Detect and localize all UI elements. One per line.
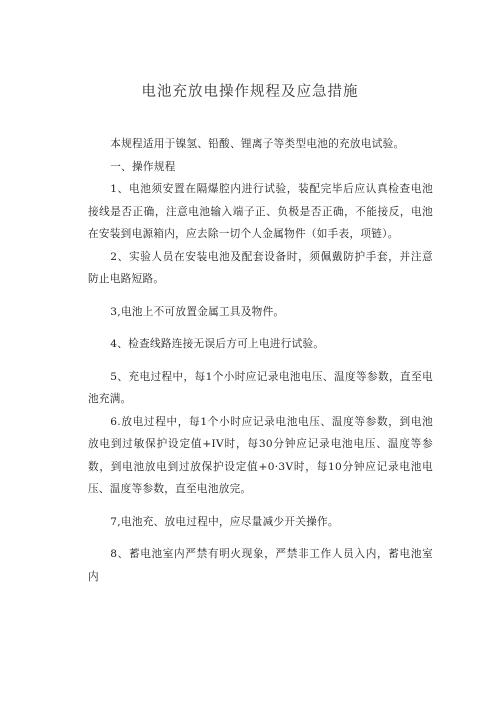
paragraph-rule-7: 7,电池充、放电过程中，应尽量减少开关操作。 (110, 515, 339, 528)
paragraph-rule-8: 8、蓄电池室内严禁有明火现象，严禁非工作人员入内，蓄电池室内 (88, 548, 433, 583)
paragraph-rule-5: 5、充电过程中，每1个小时应记录电池电压、温度等参数，直至电池充满。 (88, 370, 433, 405)
paragraph-rule-3: 3,电池上不可放置金属工具及物件。 (110, 305, 285, 318)
paragraph-rule-2: 2、实验人员在安装电池及配套设备时，须佩戴防护手套，并注意防止电路短路。 (88, 250, 433, 285)
document-title: 电池充放电操作规程及应急措施 (141, 84, 359, 100)
paragraph-scope: 本规程适用于镍氢、铅酸、锂离子等类型电池的充放电试验。 (110, 138, 405, 150)
paragraph-rule-6: 6.放电过程中，每1个小时应记录电池电压、温度等参数，到电池放电到过敏保护设定值+IV时，每30分钟应记录电池电压、温度等参数，到电池放电到过放保护设定值+0·3V时，每10分钟应记录电池电压、温度等参数，直至电池放完。 (88, 415, 433, 495)
paragraph-rule-1: 1、电池须安置在隔爆腔内进行试验，装配完毕后应认真检查电池接线是否正确，注意电池输入端子正、负极是否正确，不能接反，电池在安装到电源箱内，应去除一切个人金属物件（如手表，项链）。 (88, 183, 433, 240)
document-body (88, 133, 433, 588)
paragraph-rule-4: 4、检查线路连接无误后方可上电进行试验。 (110, 338, 325, 350)
section-heading-procedures: 一、操作规程 (110, 160, 176, 173)
